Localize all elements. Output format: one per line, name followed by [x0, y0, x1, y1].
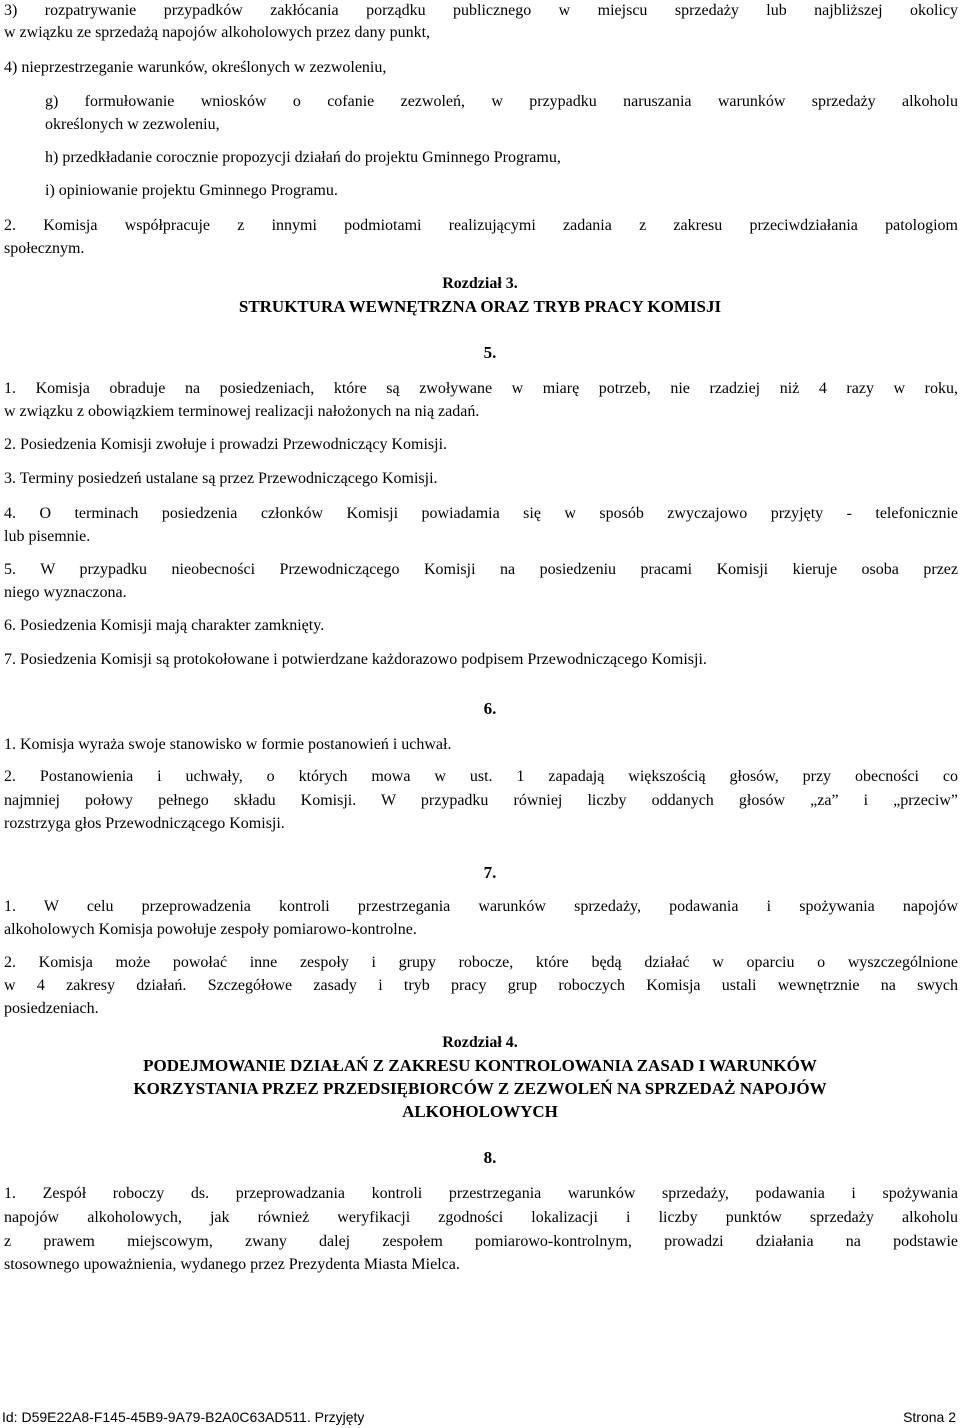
text-line: w związku ze sprzedażą napojów alkoholowych przez dany punkt, [4, 24, 431, 41]
text-line: 1. Komisja wyraża swoje stanowisko w formie postanowień i uchwał. [4, 736, 452, 753]
text-line: STRUKTURA WEWNĘTRZNA ORAZ TRYB PRACY KOMISJI [238, 297, 722, 316]
text-line: Rozdział 3. [442, 275, 518, 292]
text-line: alkoholowych Komisja powołuje zespoły pomiarowo-kontrolne. [4, 921, 417, 938]
text-line: lub pisemnie. [4, 528, 91, 545]
text-line: społecznym. [4, 240, 85, 257]
text-line: Rozdział 4. [442, 1034, 518, 1051]
text-line: z prawem miejscowym, zwany dalej zespołem pomiarowo-kontrolnym, prowadzi działania na podstawie [4, 1233, 958, 1250]
document-id: Id: D59E22A8-F145-45B9-9A79-B2A0C63AD511. Przyjęty [2, 1409, 365, 1425]
text-line: i) opiniowanie projektu Gminnego Programu. [45, 182, 338, 199]
text-line: 4) nieprzestrzeganie warunków, określonych w zezwoleniu, [4, 59, 387, 76]
text-line: rozstrzyga głos Przewodniczącego Komisji. [4, 815, 285, 832]
text-line: posiedzeniach. [4, 1000, 99, 1017]
page-number: Strona 2 [903, 1409, 956, 1425]
text-line: napojów alkoholowych, jak również weryfikacji zgodności lokalizacji i liczby punktów sprzedaży alkoholu [4, 1209, 958, 1226]
text-line: 6. Posiedzenia Komisji mają charakter zamknięty. [4, 617, 325, 634]
text-line: KORZYSTANIA PRZEZ PRZEDSIĘBIORCÓW Z ZEZWOLEŃ NA SPRZEDAŻ NAPOJÓW [133, 1079, 827, 1098]
text-line: 6. [483, 699, 497, 718]
text-line: 5. W przypadku nieobecności Przewodniczącego Komisji na posiedzeniu pracami Komisji kieruje osoba przez [4, 561, 958, 578]
text-line: 4. O terminach posiedzenia członków Komisji powiadamia się w sposób zwyczajowo przyjęty - telefonicznie [4, 505, 958, 522]
text-line: 2. Komisja może powołać inne zespoły i grupy robocze, które będą działać w oparciu o wyszczególnione [4, 954, 958, 971]
text-line: g) formułowanie wniosków o cofanie zezwoleń, w przypadku naruszania warunków sprzedaży alkoholu [45, 93, 958, 110]
text-line: 1. Komisja obraduje na posiedzeniach, które są zwoływane w miarę potrzeb, nie rzadziej niż 4 razy w roku, [4, 380, 958, 397]
text-line: ALKOHOLOWYCH [402, 1102, 558, 1121]
text-line: 8. [483, 1148, 497, 1167]
text-line: 2. Postanowienia i uchwały, o których mowa w ust. 1 zapadają większością głosów, przy obecności co [4, 768, 958, 785]
text-line: 2. Posiedzenia Komisji zwołuje i prowadzi Przewodniczący Komisji. [4, 436, 448, 453]
text-line: 2. Komisja współpracuje z innymi podmiotami realizującymi zadania z zakresu przeciwdziałania patologiom [4, 217, 958, 234]
text-line: 7. [483, 863, 497, 882]
text-line: 7. Posiedzenia Komisji są protokołowane i potwierdzane każdorazowo podpisem Przewodniczącego Komisji. [4, 651, 707, 668]
text-line: 1. Zespół roboczy ds. przeprowadzania kontroli przestrzegania warunków sprzedaży, podawania i spożywania [4, 1185, 958, 1202]
text-line: 1. W celu przeprowadzenia kontroli przestrzegania warunków sprzedaży, podawania i spożywania napojów [4, 898, 958, 915]
text-line: PODEJMOWANIE DZIAŁAŃ Z ZAKRESU KONTROLOWANIA ZASAD I WARUNKÓW [143, 1056, 817, 1075]
text-line: 3) rozpatrywanie przypadków zakłócania porządku publicznego w miejscu sprzedaży lub najbliższej okolicy [4, 2, 958, 19]
text-line: 5. [483, 343, 497, 362]
text-line: określonych w zezwoleniu, [45, 116, 220, 133]
text-line: najmniej połowy pełnego składu Komisji. W przypadku równiej liczby oddanych głosów „za” i „przeciw” [4, 792, 958, 809]
page-footer [0, 1406, 960, 1428]
text-line: h) przedkładanie corocznie propozycji działań do projektu Gminnego Programu, [45, 149, 561, 166]
text-line: 3. Terminy posiedzeń ustalane są przez Przewodniczącego Komisji. [4, 470, 438, 487]
text-line: stosownego upoważnienia, wydanego przez Prezydenta Miasta Mielca. [4, 1256, 460, 1273]
text-line: w 4 zakresy działań. Szczegółowe zasady i tryb pracy grup roboczych Komisja ustali wewnętrznie na swych [4, 977, 958, 994]
text-line: w związku z obowiązkiem terminowej realizacji nałożonych na nią zadań. [4, 403, 480, 420]
text-line: niego wyznaczona. [4, 584, 127, 601]
